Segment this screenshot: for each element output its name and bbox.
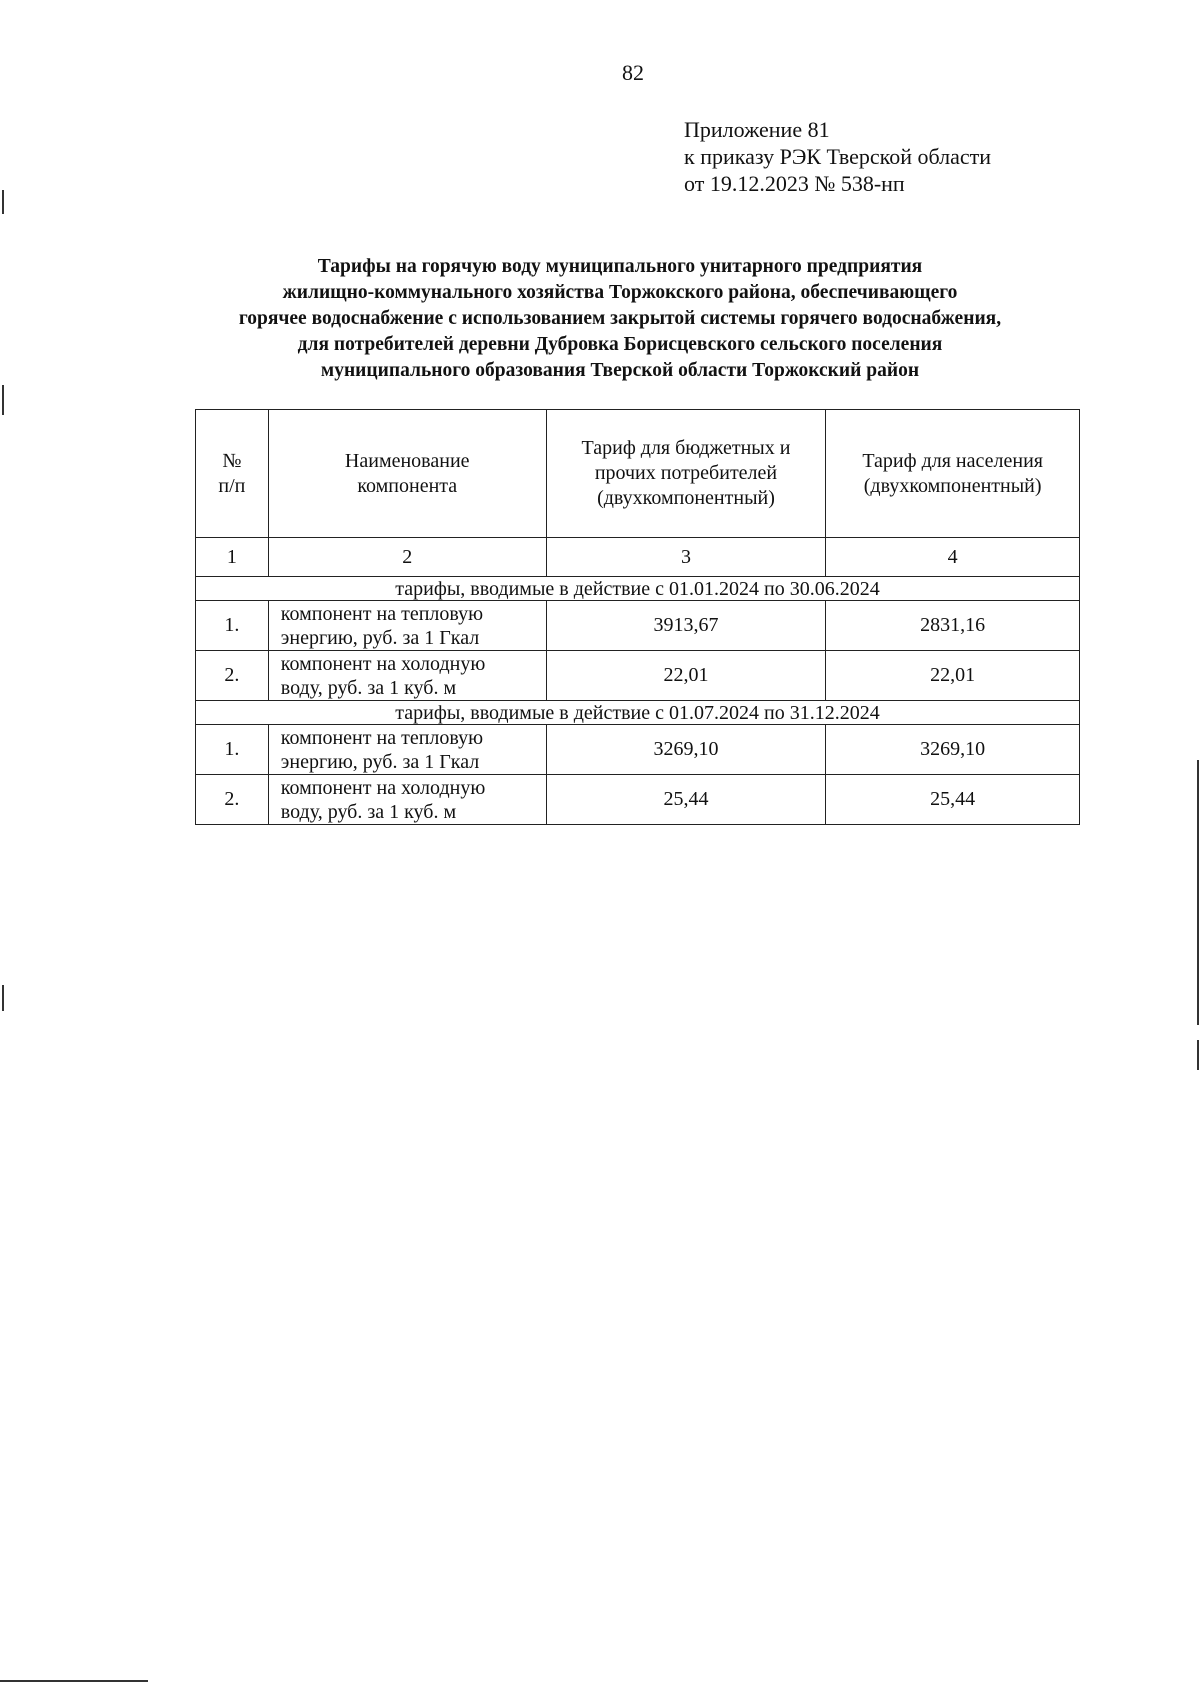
population-tariff-value: 3269,10 <box>826 725 1080 775</box>
appendix-reference <box>684 116 991 197</box>
component-name-line: компонент на тепловую <box>280 602 484 625</box>
header-text: прочих потребителей <box>594 462 778 484</box>
header-cell-name <box>268 410 546 538</box>
column-index: 2 <box>268 538 546 577</box>
header-text: (двухкомпонентный) <box>597 487 775 509</box>
header-cell-population-tariff <box>826 410 1080 538</box>
header-text: Наименование компонента <box>344 449 470 497</box>
row-number: 1. <box>196 601 269 651</box>
component-name-line: компонент на тепловую <box>280 726 484 749</box>
document-title <box>160 254 1080 384</box>
population-tariff-value: 2831,16 <box>826 601 1080 651</box>
header-text: Тариф для бюджетных и <box>581 437 791 459</box>
header-cell-budget-tariff <box>546 410 826 538</box>
page-number: 82 <box>622 60 644 85</box>
title-line: жилищно-коммунального хозяйства Торжокского района, обеспечивающего <box>282 282 958 303</box>
header-text: Тариф для населения <box>862 449 1043 472</box>
appendix-line: от 19.12.2023 № 538-нп <box>684 171 905 196</box>
component-name-line: воду, руб. за 1 куб. м <box>280 800 457 823</box>
table-row <box>196 601 1080 651</box>
header-text: п/п <box>218 474 246 497</box>
scan-margin-mark <box>2 985 4 1011</box>
appendix-line: к приказу РЭК Тверской области <box>684 144 992 169</box>
period-row <box>196 701 1080 725</box>
title-line: для потребителей деревни Дубровка Борисцевского сельского поселения <box>297 334 943 355</box>
component-name <box>268 725 546 775</box>
row-number: 2. <box>196 775 269 825</box>
header-text: № <box>222 449 242 472</box>
column-index: 1 <box>196 538 269 577</box>
appendix-line: Приложение 81 <box>684 117 830 142</box>
table-row <box>196 775 1080 825</box>
scan-margin-mark <box>0 1680 148 1682</box>
period-label: тарифы, вводимые в действие с 01.07.2024 по 31.12.2024 <box>196 701 1080 725</box>
component-name-line: энергию, руб. за 1 Гкал <box>280 750 480 773</box>
table-row <box>196 725 1080 775</box>
column-index-row <box>196 538 1080 577</box>
tariff-table <box>195 409 1080 825</box>
row-number: 2. <box>196 651 269 701</box>
column-index: 3 <box>546 538 826 577</box>
component-name-line: компонент на холодную <box>280 776 486 799</box>
scan-margin-mark <box>1197 760 1199 1025</box>
title-line: муниципального образования Тверской области Торжокский район <box>320 360 920 381</box>
component-name <box>268 651 546 701</box>
table-row <box>196 651 1080 701</box>
budget-tariff-value: 3913,67 <box>546 601 826 651</box>
scan-margin-mark <box>2 190 4 214</box>
budget-tariff-value: 3269,10 <box>546 725 826 775</box>
scan-margin-mark <box>1197 1040 1199 1070</box>
scan-margin-mark <box>2 385 4 415</box>
header-cell-number <box>196 410 269 538</box>
period-label: тарифы, вводимые в действие с 01.01.2024 по 30.06.2024 <box>196 577 1080 601</box>
table-header-row <box>196 410 1080 538</box>
population-tariff-value: 25,44 <box>826 775 1080 825</box>
component-name <box>268 775 546 825</box>
header-text: (двухкомпонентный) <box>863 474 1042 497</box>
component-name-line: компонент на холодную <box>280 652 486 675</box>
component-name-line: энергию, руб. за 1 Гкал <box>280 626 480 649</box>
title-line: Тарифы на горячую воду муниципального унитарного предприятия <box>317 256 923 277</box>
title-line: горячее водоснабжение с использованием закрытой системы горячего водоснабжения, <box>238 308 1002 329</box>
component-name-line: воду, руб. за 1 куб. м <box>280 676 457 699</box>
budget-tariff-value: 22,01 <box>546 651 826 701</box>
period-row <box>196 577 1080 601</box>
budget-tariff-value: 25,44 <box>546 775 826 825</box>
row-number: 1. <box>196 725 269 775</box>
column-index: 4 <box>826 538 1080 577</box>
population-tariff-value: 22,01 <box>826 651 1080 701</box>
component-name <box>268 601 546 651</box>
